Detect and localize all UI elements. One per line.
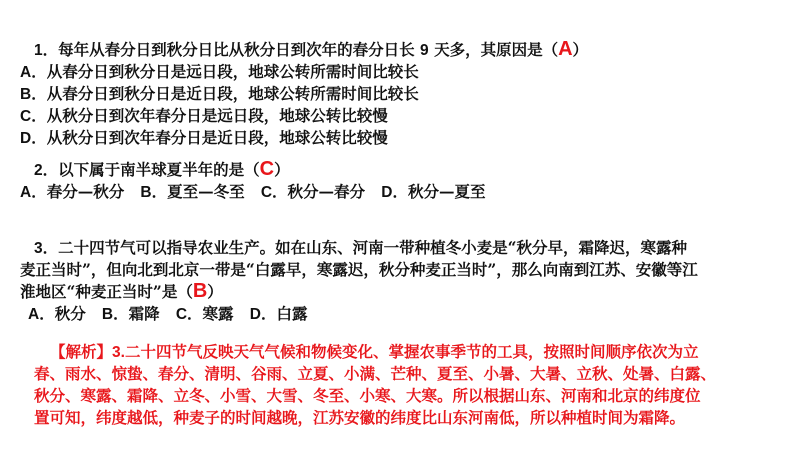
analysis-line-3: 秋分、寒露、霜降、立冬、小雪、大雪、冬至、小寒、大寒。所以根据山东、河南和北京的纬度位	[34, 386, 701, 405]
q1-answer: A	[558, 38, 573, 60]
q1-stem	[34, 40, 588, 60]
q3-option-b-letter: B	[101, 306, 114, 323]
q3-number: 3	[34, 240, 43, 257]
q3-stem-line-3	[20, 282, 223, 301]
analysis-line-1	[50, 342, 698, 362]
q1-days-number: 9	[420, 42, 429, 59]
q2-option-d-letter: D	[381, 184, 393, 201]
q1-option-c-letter: C	[20, 108, 32, 125]
q3-option-d-text: ．白露	[260, 304, 308, 323]
q2-option-c-letter: C	[260, 184, 273, 201]
q3-stem-line-1	[34, 238, 687, 258]
q1-option-c-text: ．从秋分日到次年春分日是远日段，地球公转比较慢	[31, 106, 388, 125]
q3-option-d-letter: D	[249, 306, 261, 323]
q3-answer: B	[192, 280, 208, 302]
analysis-line-2: 春、雨水、惊蛰、春分、清明、谷雨、立夏、小满、芒种、夏至、小暑、大暑、立秋、处暑、白露、	[34, 364, 717, 383]
q3-option-a-letter: A	[28, 306, 40, 323]
q3-option-a-text: ．秋分	[39, 304, 86, 323]
q3-close-paren: ）	[207, 282, 223, 301]
q1-option-d-text: ．从秋分日到次年春分日是近日段，地球公转比较慢	[31, 128, 388, 147]
q3-line-1-text: ．二十四节气可以指导农业生产。如在山东、河南一带种植冬小麦是“秋分早，霜降迟，寒露种	[42, 238, 688, 257]
q1-option-a-letter: A	[20, 64, 32, 81]
q1-option-d-letter: D	[20, 130, 32, 147]
q3-stem-line-2: 麦正当时”，但向北到北京一带是“白露早，寒露迟，秋分种麦正当时”，那么向南到江苏、安徽等江	[20, 260, 698, 279]
q2-option-d-text: ．秋分—夏至	[392, 182, 486, 201]
q1-option-b-letter: B	[20, 86, 32, 103]
analysis-line-4: 置可知，纬度越低，种麦子的时间越晚，江苏安徽的纬度比山东河南低，所以种植时间为霜降。	[34, 408, 686, 427]
analysis-label: 【解析】	[50, 342, 113, 361]
q2-options	[20, 182, 485, 202]
q2-option-b-letter: B	[140, 184, 152, 201]
q1-option-b	[20, 84, 419, 104]
analysis-line-1-text: 二十四节气反映天气气候和物候变化、掌握农事季节的工具，按照时间顺序依次为立	[124, 342, 699, 361]
q1-option-b-text: ．从春分日到秋分日是近日段，地球公转所需时间比较长	[31, 84, 419, 103]
q2-stem	[34, 160, 290, 180]
q1-option-d	[20, 128, 388, 148]
q1-number: 1	[34, 42, 43, 59]
q3-option-c-text: ．寒露	[187, 304, 234, 323]
q3-option-b-text: ．霜降	[113, 304, 160, 323]
q2-answer: C	[259, 158, 275, 180]
q2-option-b-text: ．夏至—冬至	[151, 182, 245, 201]
q1-option-c	[20, 106, 388, 126]
q2-option-a-letter: A	[20, 184, 32, 201]
q1-stem-end: 天多，其原因是（	[434, 40, 559, 59]
q3-option-c-letter: C	[175, 306, 188, 323]
analysis-question-number: 3.	[112, 344, 125, 361]
q1-stem-text: ．每年从春分日到秋分日比从秋分日到次年的春分日长	[42, 40, 415, 59]
q1-option-a-text: ．从春分日到秋分日是远日段，地球公转所需时间比较长	[31, 62, 419, 81]
q1-option-a	[20, 62, 419, 82]
q2-stem-text: ．以下属于南半球夏半年的是（	[42, 160, 260, 179]
q2-number: 2	[34, 162, 43, 179]
q3-line-3-text: 淮地区“种麦正当时”是（	[20, 282, 193, 301]
q1-close-paren: ）	[572, 40, 589, 59]
q3-options	[28, 304, 307, 324]
q2-close-paren: ）	[274, 160, 290, 179]
q2-option-c-text: ．秋分—春分	[272, 182, 366, 201]
q2-option-a-text: ．春分—秋分	[31, 182, 125, 201]
